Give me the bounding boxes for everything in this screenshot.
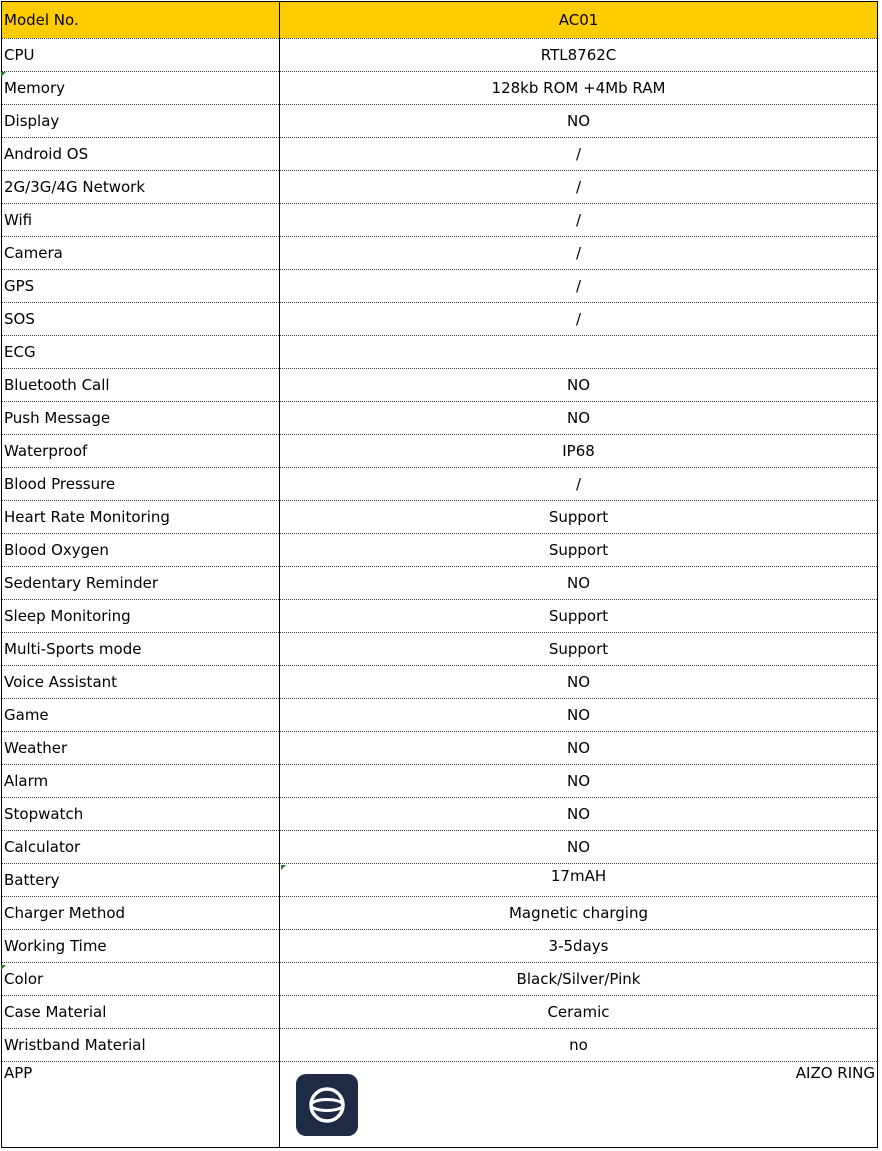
spec-value: Magnetic charging <box>280 897 878 930</box>
cell-marker <box>1 965 6 970</box>
spec-row-color <box>2 963 878 996</box>
spec-row-heart-rate-monitoring <box>2 501 878 534</box>
spec-label: Bluetooth Call <box>2 369 280 402</box>
spec-label: Sedentary Reminder <box>2 567 280 600</box>
spec-value: 128kb ROM +4Mb RAM <box>280 72 878 105</box>
spec-value: / <box>280 468 878 501</box>
spec-row-memory <box>2 72 878 105</box>
spec-label: Display <box>2 105 280 138</box>
spec-value: Support <box>280 534 878 567</box>
spec-label: Camera <box>2 237 280 270</box>
spec-label: Blood Oxygen <box>2 534 280 567</box>
spec-row-calculator <box>2 831 878 864</box>
spec-row-battery <box>2 864 878 897</box>
header-value: AC01 <box>280 2 878 39</box>
spec-label: Game <box>2 699 280 732</box>
spec-value: RTL8762C <box>280 39 878 72</box>
app-cell <box>280 1062 878 1148</box>
header-label: Model No. <box>2 2 280 39</box>
spec-row-charger-method <box>2 897 878 930</box>
spec-row-display <box>2 105 878 138</box>
spec-label: Case Material <box>2 996 280 1029</box>
spec-label: Working Time <box>2 930 280 963</box>
spec-value: / <box>280 303 878 336</box>
spec-value: NO <box>280 699 878 732</box>
spec-label: Multi-Sports mode <box>2 633 280 666</box>
spec-value: / <box>280 204 878 237</box>
spec-label: CPU <box>2 39 280 72</box>
spec-row-camera <box>2 237 878 270</box>
spec-value: Support <box>280 633 878 666</box>
spec-row-2g-3g-4g-network <box>2 171 878 204</box>
spec-row-stopwatch <box>2 798 878 831</box>
spec-row-wristband-material <box>2 1029 878 1062</box>
spec-value: NO <box>280 105 878 138</box>
spec-row-wifi <box>2 204 878 237</box>
spec-label: Push Message <box>2 402 280 435</box>
spec-value: 17mAH <box>280 864 878 897</box>
header-row <box>2 2 878 39</box>
spec-label: Waterproof <box>2 435 280 468</box>
spec-label: Wifi <box>2 204 280 237</box>
spec-label: Sleep Monitoring <box>2 600 280 633</box>
spec-row-ecg <box>2 336 878 369</box>
spec-row-blood-oxygen <box>2 534 878 567</box>
spec-value: Black/Silver/Pink <box>280 963 878 996</box>
spec-value: NO <box>280 369 878 402</box>
spec-value: 3-5days <box>280 930 878 963</box>
spec-row-working-time <box>2 930 878 963</box>
spec-value: NO <box>280 765 878 798</box>
spec-value: Ceramic <box>280 996 878 1029</box>
spec-row-sedentary-reminder <box>2 567 878 600</box>
spec-label: Calculator <box>2 831 280 864</box>
spec-row-multi-sports-mode <box>2 633 878 666</box>
spec-row-app <box>2 1062 878 1148</box>
spec-value: NO <box>280 567 878 600</box>
spec-value: NO <box>280 402 878 435</box>
spec-row-alarm <box>2 765 878 798</box>
spec-table <box>1 1 878 1148</box>
spec-row-bluetooth-call <box>2 369 878 402</box>
spec-row-case-material <box>2 996 878 1029</box>
spec-row-weather <box>2 732 878 765</box>
spec-label: Alarm <box>2 765 280 798</box>
spec-value: NO <box>280 798 878 831</box>
spec-label: 2G/3G/4G Network <box>2 171 280 204</box>
spec-value: / <box>280 171 878 204</box>
spec-label: APP <box>2 1062 280 1148</box>
spec-label: Heart Rate Monitoring <box>2 501 280 534</box>
spec-label: Memory <box>2 72 280 105</box>
spec-value: NO <box>280 831 878 864</box>
spec-label: Color <box>2 963 280 996</box>
spec-row-cpu <box>2 39 878 72</box>
spec-value <box>280 336 878 369</box>
spec-row-sleep-monitoring <box>2 600 878 633</box>
spec-label: Blood Pressure <box>2 468 280 501</box>
spec-value: NO <box>280 732 878 765</box>
spec-row-blood-pressure <box>2 468 878 501</box>
cell-marker <box>281 865 286 870</box>
spec-value: / <box>280 138 878 171</box>
spec-row-sos <box>2 303 878 336</box>
spec-label: Charger Method <box>2 897 280 930</box>
spec-value: NO <box>280 666 878 699</box>
spec-row-waterproof <box>2 435 878 468</box>
spec-value: / <box>280 270 878 303</box>
spec-row-android-os <box>2 138 878 171</box>
spec-value: no <box>280 1029 878 1062</box>
spec-label: GPS <box>2 270 280 303</box>
spec-label: SOS <box>2 303 280 336</box>
spec-label: Voice Assistant <box>2 666 280 699</box>
spec-label: ECG <box>2 336 280 369</box>
spec-label: Weather <box>2 732 280 765</box>
spec-label: Stopwatch <box>2 798 280 831</box>
spec-value: Support <box>280 600 878 633</box>
spec-row-gps <box>2 270 878 303</box>
spec-label: Wristband Material <box>2 1029 280 1062</box>
spec-label: Battery <box>2 864 280 897</box>
ring-app-icon <box>296 1074 358 1136</box>
spec-value: / <box>280 237 878 270</box>
cell-marker <box>1 72 6 77</box>
spec-label: Android OS <box>2 138 280 171</box>
spec-row-game <box>2 699 878 732</box>
spec-value: IP68 <box>280 435 878 468</box>
app-name: AIZO RING <box>795 1064 875 1082</box>
spec-row-push-message <box>2 402 878 435</box>
spec-row-voice-assistant <box>2 666 878 699</box>
spec-value: Support <box>280 501 878 534</box>
